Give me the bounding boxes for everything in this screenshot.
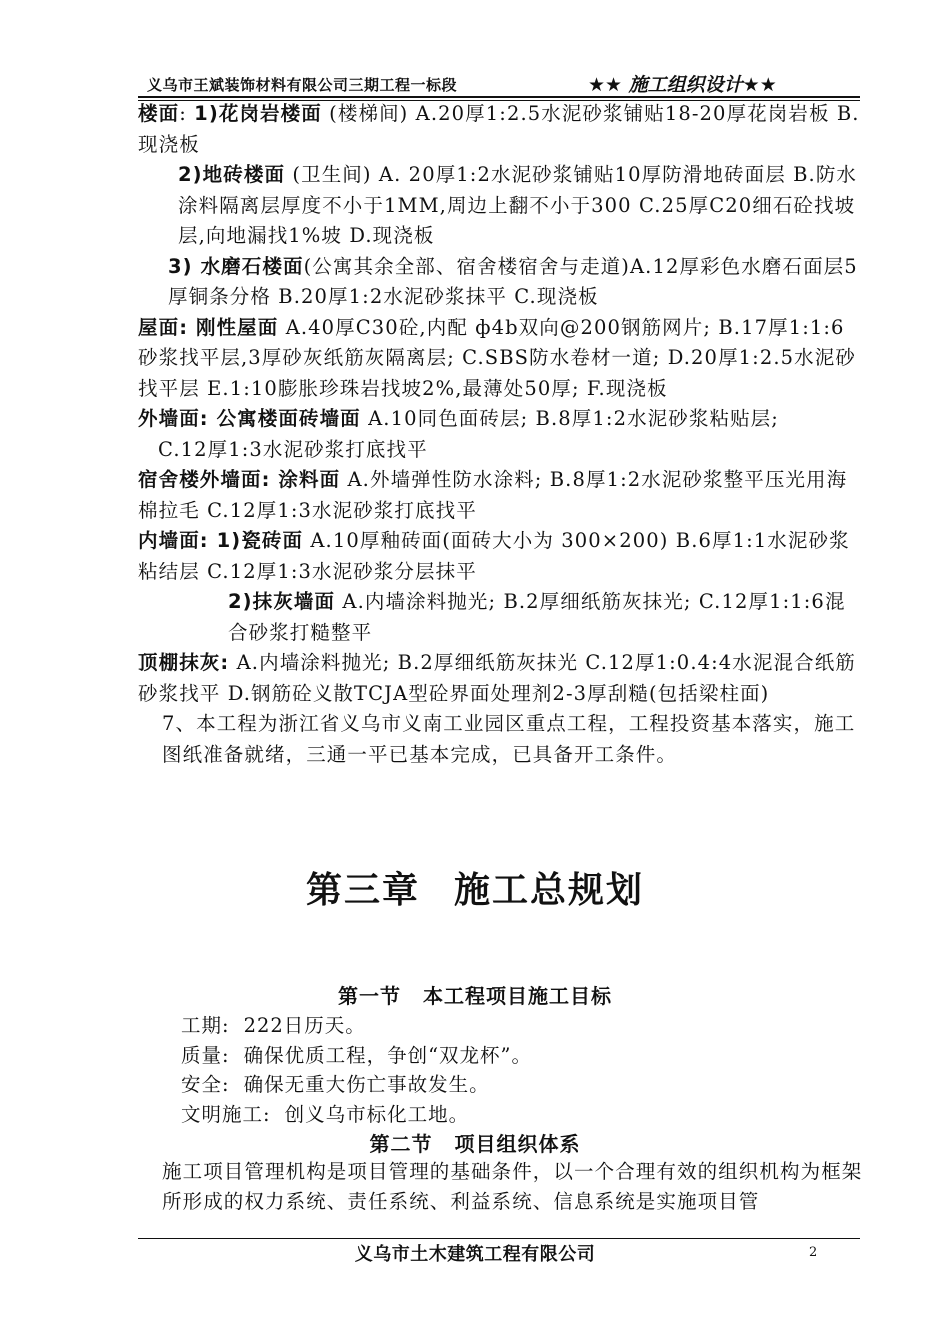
spec-inner-wall-plaster <box>138 587 864 648</box>
goal-value: 确保优质工程，争创“双龙杯”。 <box>243 1043 533 1067</box>
spec-inner-wall-tile <box>138 526 864 587</box>
goal-value: 创义乌市标化工地。 <box>284 1102 470 1126</box>
spec-floor-tile <box>138 160 864 252</box>
goal-label: 安全: <box>181 1073 230 1096</box>
goal-label: 文明施工: <box>181 1102 271 1126</box>
goal-item <box>181 1070 532 1100</box>
section-heading-goals <box>0 980 950 1009</box>
spec-outer-wall-apartment-cont: C.12厚1:3水泥砂浆打底找平 <box>158 437 428 461</box>
section-title: 项目组织体系 <box>454 1132 581 1156</box>
spec-text: A.外墙弹性防水涂料; B.8厚1:2水泥砂浆整平压光用海棉拉毛 C.12厚1:3水泥砂浆打底找平 <box>138 468 848 522</box>
spec-content <box>138 99 864 770</box>
spec-text: A.内墙涂料抛光; B.2厚细纸筋灰抹光; C.12厚1:1:6混合砂浆打糙整平 <box>228 590 846 644</box>
spec-title: 1)花岗岩楼面 <box>194 102 322 125</box>
spec-outer-wall-dorm <box>138 465 864 526</box>
spec-text: (楼梯间) A.20厚1:2.5水泥砂浆铺贴18-20厚花岗岩板 B.现浇板 <box>138 102 860 156</box>
footer-company-name: 义乌市土木建筑工程有限公司 <box>354 1244 596 1265</box>
spec-title: 2)地砖楼面 <box>178 163 286 186</box>
spec-roof <box>138 313 864 405</box>
spec-outer-wall-apartment <box>138 404 864 435</box>
spec-title: 外墙面: 公寓楼面砖墙面 <box>138 407 361 430</box>
spec-text: A.内墙涂料抛光; B.2厚细纸筋灰抹光 C.12厚1:0.4:4水泥混合纸筋砂浆找平 D.钢筋砼义散TCJA型砼界面处理剂2-3厚刮糙(包括梁柱面) <box>138 651 856 705</box>
project-status-paragraph: 7、本工程为浙江省义乌市义南工业园区重点工程，工程投资基本落实，施工图纸准备就绪，三通一平已基本完成，已具备开工条件。 <box>162 712 856 766</box>
page-number: 2 <box>809 1245 818 1260</box>
header-project-name: 义乌市王斌装饰材料有限公司三期工程一标段 <box>147 76 458 94</box>
spec-text: A.10同色面砖层; B.8厚1:2水泥砂浆粘贴层; <box>360 407 779 430</box>
spec-text: (卫生间) A. 20厚1:2水泥砂浆铺贴10厚防滑地砖面层 B.防水涂料隔离层厚度不小于1MM,周边上翻不小于300 C.25厚C20细石砼找坡层,向地漏找1%坡 D.现浇板 <box>178 163 858 247</box>
goal-value: 确保无重大伤亡事故发生。 <box>243 1073 490 1096</box>
spec-floor-granite <box>138 99 864 160</box>
organization-paragraph <box>138 1157 864 1217</box>
chapter-heading <box>0 862 950 913</box>
spec-title: 内墙面: 1)瓷砖面 <box>138 529 304 552</box>
section-title: 本工程项目施工目标 <box>423 984 612 1008</box>
goals-list <box>181 1011 532 1129</box>
chapter-number: 第三章 <box>305 870 420 911</box>
spec-sep: : <box>179 102 195 125</box>
goal-value: 222日历天。 <box>243 1014 366 1037</box>
spec-text: (公寓其余全部、宿舍楼宿舍与走道)A.12厚彩色水磨石面层5厚铜条分格 B.20厚1:2水泥砂浆抹平 C.现浇板 <box>168 254 858 308</box>
spec-text: A.10厚釉砖面(面砖大小为 300×200) B.6厚1:1水泥砂浆粘结层 C.12厚1:3水泥砂浆分层抹平 <box>138 529 850 583</box>
spec-title: 屋面: 刚性屋面 <box>138 315 279 339</box>
header-rule <box>138 96 860 98</box>
footer-rule <box>138 1238 860 1239</box>
spec-floor-terrazzo <box>138 252 864 313</box>
chapter-title: 施工总规划 <box>454 870 645 911</box>
spec-title: 3) 水磨石楼面 <box>168 254 304 278</box>
goal-item <box>181 1100 532 1130</box>
section-number: 第二节 <box>369 1132 433 1156</box>
spec-title: 2)抹灰墙面 <box>228 590 336 613</box>
spec-title: 顶棚抹灰: <box>138 651 230 674</box>
organization-text: 施工项目管理机构是项目管理的基础条件，以一个合理有效的组织机构为框架所形成的权力系统、责任系统、利益系统、信息系统是实施项目管 <box>162 1160 863 1213</box>
goal-item <box>181 1011 532 1041</box>
spec-ceiling <box>138 648 864 709</box>
goal-item <box>181 1041 532 1071</box>
spec-title: 宿舍楼外墙面: 涂料面 <box>138 468 341 491</box>
goal-label: 工期: <box>181 1014 230 1037</box>
header-doc-title: ★★ 施工组织设计★★ <box>588 74 777 96</box>
section-heading-organization <box>0 1128 950 1157</box>
spec-label: 楼面 <box>138 102 180 125</box>
goal-label: 质量: <box>181 1043 230 1067</box>
spec-text: A.40厚C30砼,内配 ф4b双向@200钢筋网片; B.17厚1:1:6砂浆找平层,3厚砂灰纸筋灰隔离层; C.SBS防水卷材一道; D.20厚1:2.5水泥砂找平层 E.1:10膨胀珍珠岩找坡2%,最薄处50厚; F.现浇板 <box>138 315 856 400</box>
section-number: 第一节 <box>338 984 401 1008</box>
